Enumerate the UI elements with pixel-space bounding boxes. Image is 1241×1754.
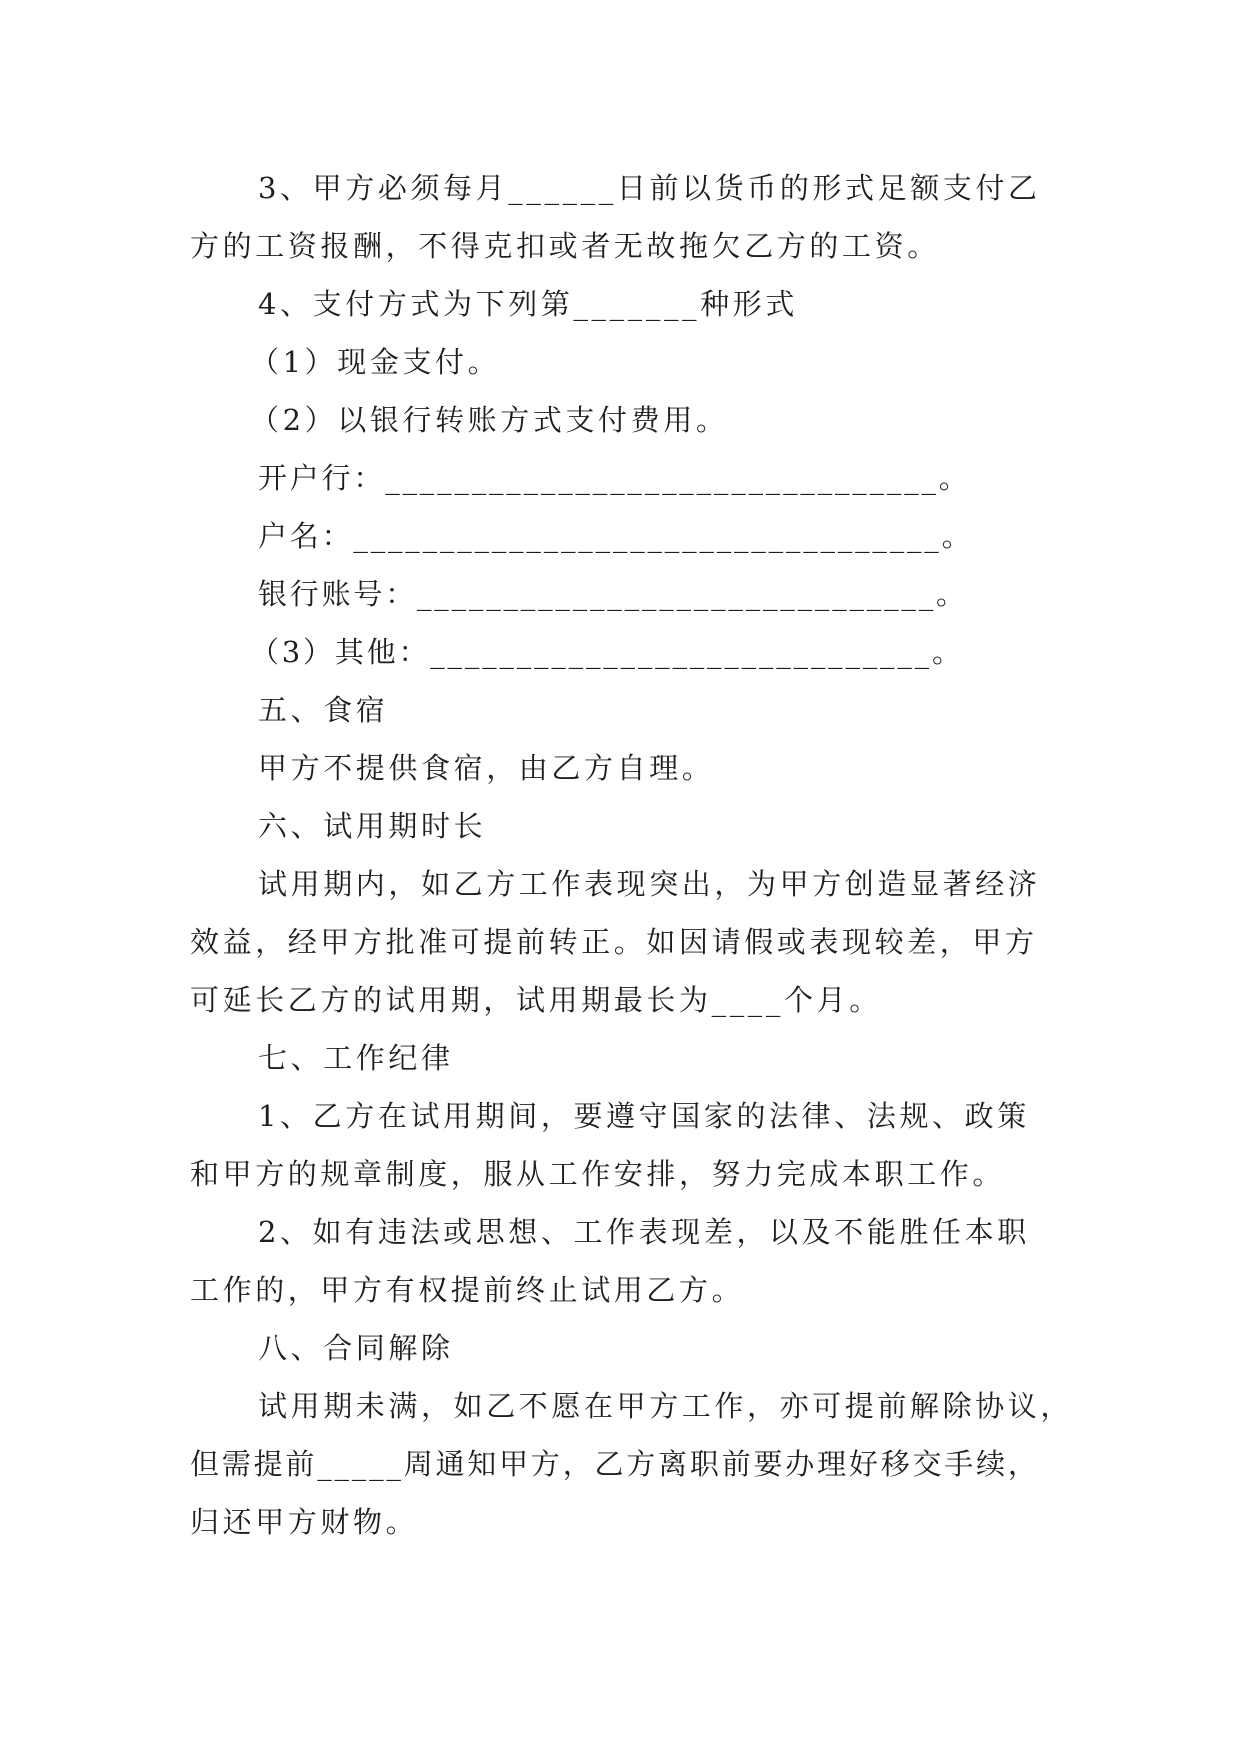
section-8-line-2: 但需提前_____周通知甲方，乙方离职前要办理好移交手续， — [190, 1447, 1040, 1481]
section-6-line-2: 效益，经甲方批准可提前转正。如因请假或表现较差，甲方 — [190, 925, 1038, 959]
section-6-heading: 六、试用期时长 — [258, 809, 487, 843]
section-8-line-3: 归还甲方财物。 — [190, 1505, 419, 1539]
clause-3-line-2: 方的工资报酬，不得克扣或者无故拖欠乙方的工资。 — [190, 229, 940, 263]
section-5-heading: 五、食宿 — [258, 693, 389, 727]
section-8-heading: 八、合同解除 — [258, 1331, 454, 1365]
section-7-item-1-line-2: 和甲方的规章制度，服从工作安排，努力完成本职工作。 — [190, 1157, 1006, 1191]
section-6-line-3: 可延长乙方的试用期，试用期最长为____个月。 — [190, 983, 882, 1017]
payment-option-2: （2）以银行转账方式支付费用。 — [250, 403, 729, 437]
section-7-item-2-line-1: 2、如有违法或思想、工作表现差，以及不能胜任本职 — [258, 1215, 1030, 1249]
account-name-field: 户名：__________________________________。 — [258, 519, 974, 553]
payment-option-3: （3）其他：_____________________________。 — [250, 635, 964, 669]
section-8-line-1: 试用期未满，如乙不愿在甲方工作，亦可提前解除协议， — [258, 1389, 1074, 1423]
section-6-line-1: 试用期内，如乙方工作表现突出，为甲方创造显著经济 — [258, 867, 1041, 901]
account-number-field: 银行账号：______________________________。 — [258, 577, 968, 611]
section-7-heading: 七、工作纪律 — [258, 1041, 454, 1075]
section-7-item-1-line-1: 1、乙方在试用期间，要遵守国家的法律、法规、政策 — [258, 1099, 1030, 1133]
section-7-item-2-line-2: 工作的，甲方有权提前终止试用乙方。 — [190, 1273, 745, 1307]
payment-option-1: （1）现金支付。 — [250, 345, 501, 379]
clause-4-heading: 4、支付方式为下列第_______种形式 — [258, 287, 798, 321]
bank-name-field: 开户行：________________________________。 — [258, 461, 971, 495]
clause-3-line-1: 3、甲方必须每月______日前以货币的形式足额支付乙 — [258, 171, 1041, 205]
section-5-body: 甲方不提供食宿，由乙方自理。 — [258, 751, 715, 785]
